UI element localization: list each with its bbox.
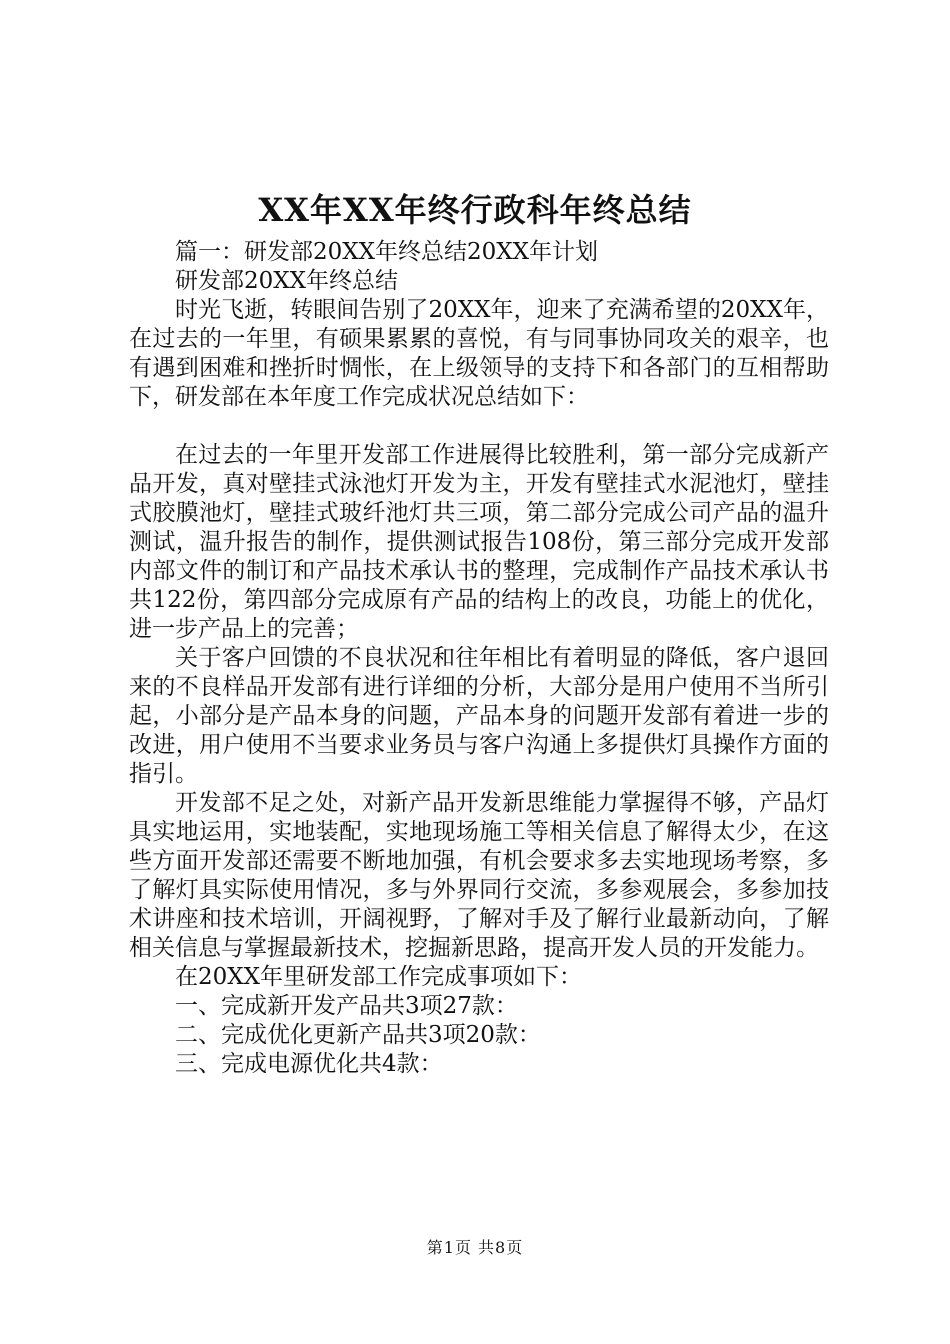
paragraph-shortcomings: 开发部不足之处，对新产品开发新思维能力掌握得不够，产品灯具实地运用，实地装配，实地现场施工等相关信息了解得太少，在这些方面开发部还需要不断地加强，有机会要求多去实地现场考察，多了解灯具实际使用情况，多与外界同行交流，多参观展会，多参加技术讲座和技术培训，开阔视野，了解对手及了解行业最新动向，了解相关信息与掌握最新技术，挖掘新思路，提高开发人员的开发能力。 bbox=[129, 790, 829, 961]
list-item-new-products: 一、完成新开发产品共3项27款： bbox=[175, 993, 518, 1019]
paragraph-subheading: 研发部20XX年终总结 bbox=[175, 268, 399, 294]
paragraph-completed-items-intro: 在20XX年里研发部工作完成事项如下： bbox=[175, 964, 583, 990]
document-title: XX年XX年终行政科年终总结 bbox=[258, 191, 692, 229]
paragraph-customer-feedback: 关于客户回馈的不良状况和往年相比有着明显的降低，客户退回来的不良样品开发部有进行详细的分析，大部分是用户使用不当所引起，小部分是产品本身的问题，产品本身的问题开发部有着进一步的改进，用户使用不当要求业务员与客户沟通上多提供灯具操作方面的指引。 bbox=[129, 645, 829, 787]
list-item-power-optimization: 三、完成电源优化共4款： bbox=[175, 1051, 443, 1077]
page-number-footer: 第1页 共8页 bbox=[426, 1238, 524, 1257]
paragraph-section-heading: 篇一：研发部20XX年终总结20XX年计划 bbox=[175, 239, 599, 265]
paragraph-work-progress: 在过去的一年里开发部工作进展得比较胜利，第一部分完成新产品开发，真对壁挂式泳池灯开发为主，开发有壁挂式水泥池灯，壁挂式胶膜池灯，壁挂式玻纤池灯共三项，第二部分完成公司产品的温升测试，温升报告的制作，提供测试报告108份，第三部分完成开发部内部文件的制订和产品技术承认书的整理，完成制作产品技术承认书共122份，第四部分完成原有产品的结构上的改良，功能上的优化，进一步产品上的完善； bbox=[129, 442, 829, 642]
list-item-optimized-products: 二、完成优化更新产品共3项20款： bbox=[175, 1022, 541, 1048]
paragraph-intro: 时光飞逝，转眼间告别了20XX年，迎来了充满希望的20XX年，在过去的一年里，有硕果累累的喜悦，有与同事协同攻关的艰辛，也有遇到困难和挫折时惆怅，在上级领导的支持下和各部门的互相帮助下，研发部在本年度工作完成状况总结如下： bbox=[129, 297, 829, 410]
document-body bbox=[129, 238, 829, 1079]
